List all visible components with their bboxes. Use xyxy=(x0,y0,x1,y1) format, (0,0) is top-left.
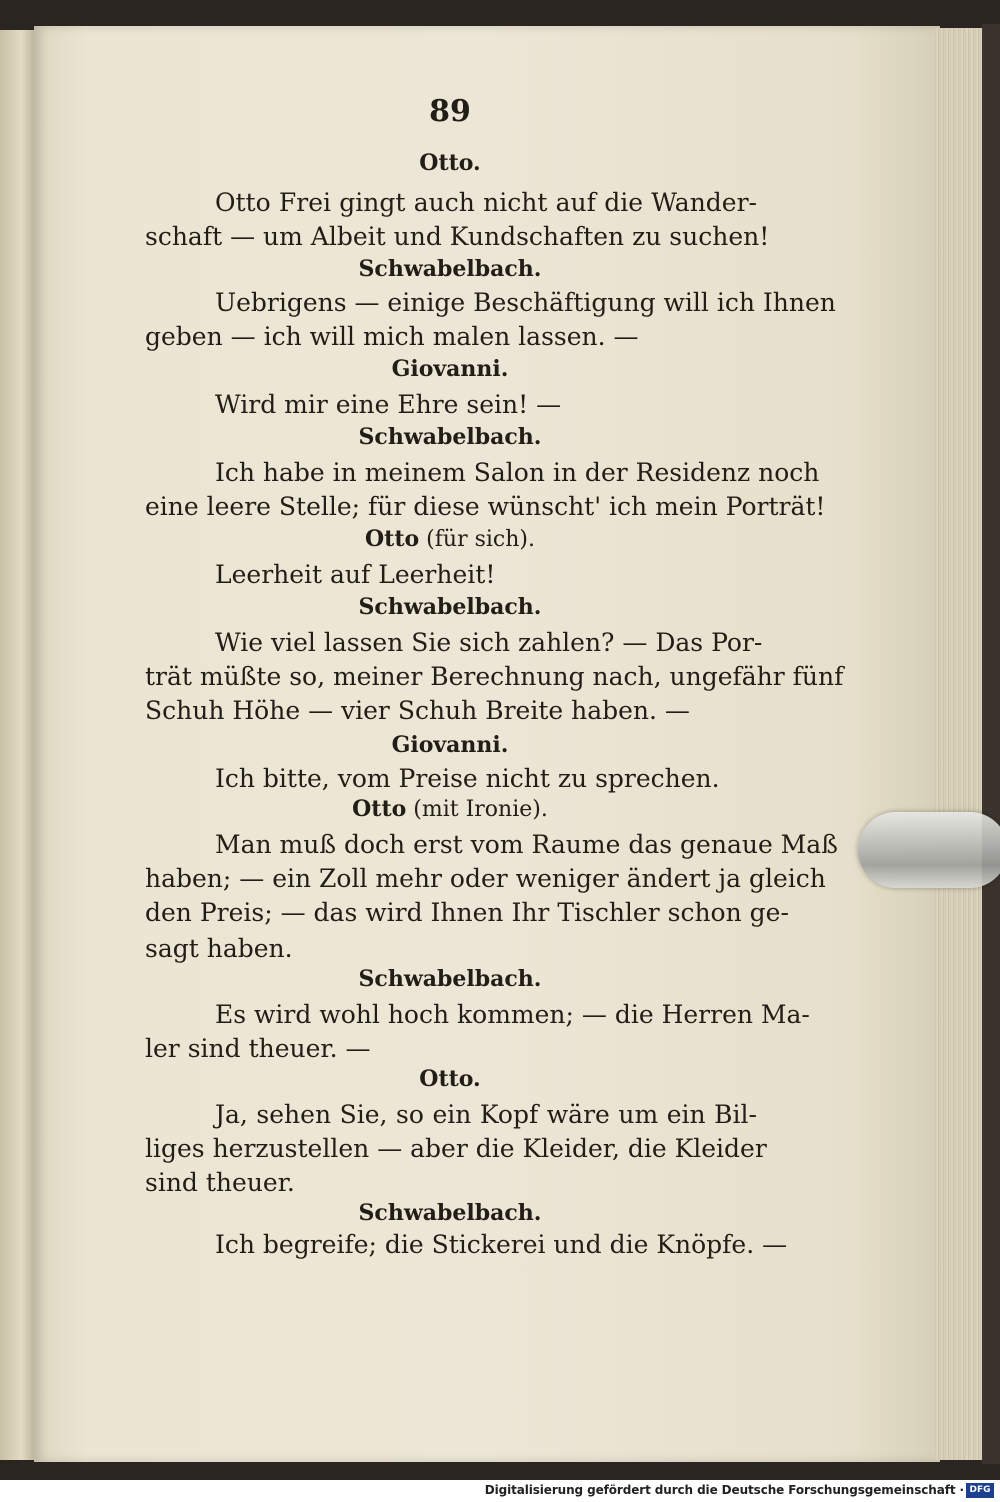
speaker-name xyxy=(140,256,760,282)
speaker-name xyxy=(140,526,760,552)
speaker-label: Schwabelbach. xyxy=(358,594,542,620)
speaker-label: Giovanni. xyxy=(391,732,509,758)
speaker-label: Otto. xyxy=(419,1066,481,1092)
dialogue-line: Ja, sehen Sie, so ein Kopf wäre um ein Bil- xyxy=(215,1100,757,1129)
dialogue-line: trät müßte so, meiner Berechnung nach, ungefähr fünf xyxy=(145,662,844,691)
dialogue-line: den Preis; — das wird Ihnen Ihr Tischler schon ge- xyxy=(145,898,789,927)
speaker-label: Schwabelbach. xyxy=(358,1200,542,1226)
speaker-label: Otto xyxy=(365,526,420,552)
speaker-label: Otto xyxy=(352,796,407,822)
funding-credit: Digitalisierung gefördert durch die Deutsche Forschungsgemeinschaft · xyxy=(484,1483,964,1497)
dialogue-line: Otto Frei gingt auch nicht auf die Wander- xyxy=(215,188,757,217)
dialogue-line: Ich bitte, vom Preise nicht zu sprechen. xyxy=(215,764,720,793)
dialogue-line: haben; — ein Zoll mehr oder weniger ändert ja gleich xyxy=(145,864,826,893)
speaker-name xyxy=(140,150,760,176)
dialogue-line: Wird mir eine Ehre sein! — xyxy=(215,390,562,419)
dialogue-line: Wie viel lassen Sie sich zahlen? — Das Por- xyxy=(215,628,763,657)
speaker-name xyxy=(140,796,760,822)
dialogue-line: sind theuer. xyxy=(145,1168,295,1197)
dfg-logo: DFG xyxy=(966,1483,994,1498)
speaker-name xyxy=(140,356,760,382)
dialogue-line: Uebrigens — einige Beschäftigung will ich Ihnen xyxy=(215,288,836,317)
speaker-name xyxy=(140,594,760,620)
speaker-label: Otto. xyxy=(419,150,481,176)
speaker-label: Schwabelbach. xyxy=(358,424,542,450)
digitization-footer xyxy=(0,1480,1000,1502)
speaker-label: Giovanni. xyxy=(391,356,509,382)
speaker-name xyxy=(140,1200,760,1226)
speaker-name xyxy=(140,1066,760,1092)
stage-direction: (für sich). xyxy=(419,527,535,552)
dialogue-line: Ich begreife; die Stickerei und die Knöpfe. — xyxy=(215,1230,788,1259)
speaker-name xyxy=(140,732,760,758)
dialogue-line: Man muß doch erst vom Raume das genaue Maß xyxy=(215,830,838,859)
speaker-name xyxy=(140,424,760,450)
dialogue-line: eine leere Stelle; für diese wünscht' ich mein Porträt! xyxy=(145,492,826,521)
dialogue-line: ler sind theuer. — xyxy=(145,1034,371,1063)
dialogue-line: Leerheit auf Leerheit! xyxy=(215,560,496,589)
speaker-label: Schwabelbach. xyxy=(358,966,542,992)
dialogue-line: Ich habe in meinem Salon in der Residenz noch xyxy=(215,458,820,487)
dialogue-line: geben — ich will mich malen lassen. — xyxy=(145,322,639,351)
speaker-label: Schwabelbach. xyxy=(358,256,542,282)
dialogue-line: Es wird wohl hoch kommen; — die Herren Ma- xyxy=(215,1000,810,1029)
stage-direction: (mit Ironie). xyxy=(406,797,548,822)
dialogue-line: schaft — um Albeit und Kundschaften zu suchen! xyxy=(145,222,770,251)
speaker-name xyxy=(140,966,760,992)
dialogue-line: Schuh Höhe — vier Schuh Breite haben. — xyxy=(145,696,690,725)
dialogue-line: liges herzustellen — aber die Kleider, die Kleider xyxy=(145,1134,767,1163)
page-number: 89 xyxy=(429,94,471,129)
dialogue-line: sagt haben. xyxy=(145,934,293,963)
